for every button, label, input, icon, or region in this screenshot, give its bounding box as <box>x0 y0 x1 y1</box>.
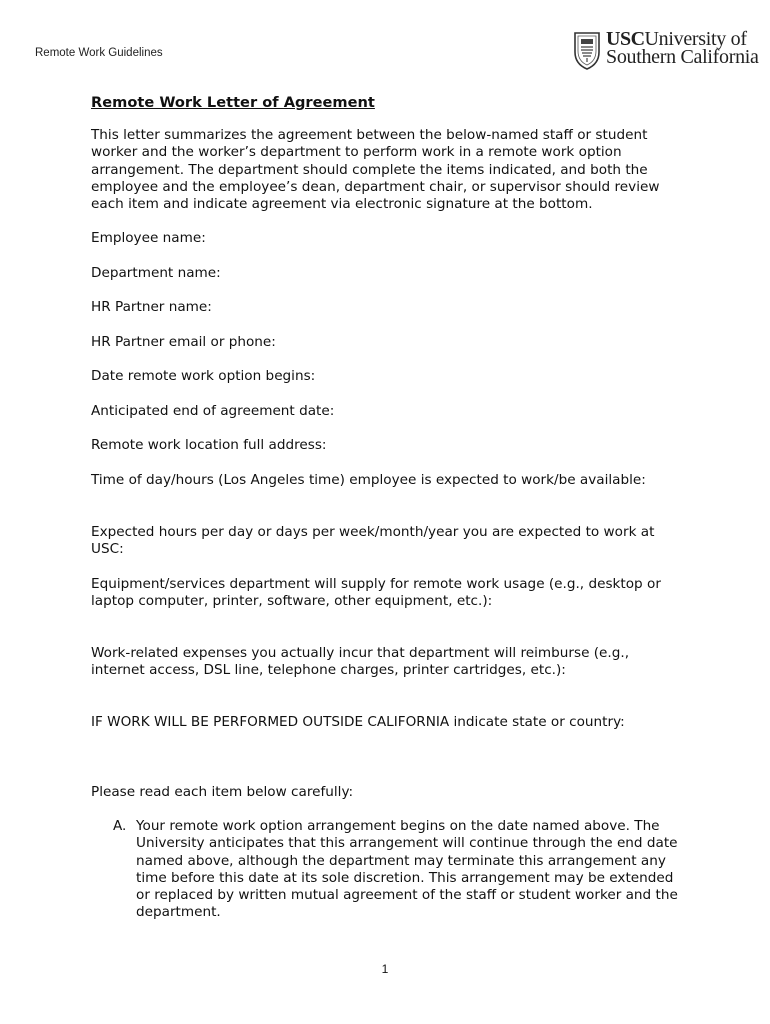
field-end-date: Anticipated end of agreement date: <box>91 402 335 419</box>
field-expected-hours-usc: Expected hours per day or days per week/month/year you are expected to work at USC: <box>91 523 655 558</box>
usc-logo <box>572 28 759 72</box>
logo-line1-rest: University of <box>644 28 747 50</box>
logo-line1-bold: USC <box>606 28 645 50</box>
list-item-text: Your remote work option arrangement begins on the date named above. The University anticipates that this arrangement will continue through the end date named above, although the department may terminate this arrangement any time before this date at its sole discretion. This arrangement may be extended or replaced by written mutual agreement of the staff or student worker and the department. <box>136 818 678 921</box>
field-outside-california: IF WORK WILL BE PERFORMED OUTSIDE CALIFORNIA indicate state or country: <box>91 714 625 731</box>
header-doc-label: Remote Work Guidelines <box>35 47 163 59</box>
intro-paragraph: This letter summarizes the agreement between the below-named staff or student worker and the worker’s department to perform work in a remote work option arrangement. The department should complete the items indicated, and both the employee and the employee’s dean, department chair, or supervisor should review each item and indicate agreement via electronic signature at the bottom. <box>91 127 660 213</box>
page-number: 1 <box>381 962 389 976</box>
read-instruction: Please read each item below carefully: <box>91 783 354 800</box>
logo-line2: Southern California <box>606 46 759 68</box>
list-item <box>91 818 686 921</box>
field-work-hours: Time of day/hours (Los Angeles time) employee is expected to work/be available: <box>91 471 646 488</box>
terms-list <box>91 818 686 921</box>
field-expenses: Work-related expenses you actually incur that department will reimburse (e.g., internet access, DSL line, telephone charges, printer cartridges, etc.): <box>91 645 630 679</box>
document-body <box>91 94 686 921</box>
field-location-address: Remote work location full address: <box>91 437 327 454</box>
field-start-date: Date remote work option begins: <box>91 368 316 385</box>
usc-seal-icon <box>572 30 602 70</box>
field-equipment: Equipment/services department will supply for remote work usage (e.g., desktop or laptop computer, printer, software, other equipment, etc.): <box>91 575 661 609</box>
field-hr-partner-contact: HR Partner email or phone: <box>91 333 276 350</box>
list-item-marker: A. <box>113 818 127 835</box>
logo-wordmark <box>606 30 759 66</box>
field-employee-name: Employee name: <box>91 230 206 247</box>
field-hr-partner-name: HR Partner name: <box>91 299 212 316</box>
field-department-name: Department name: <box>91 264 221 281</box>
document-title: Remote Work Letter of Agreement <box>91 94 375 111</box>
